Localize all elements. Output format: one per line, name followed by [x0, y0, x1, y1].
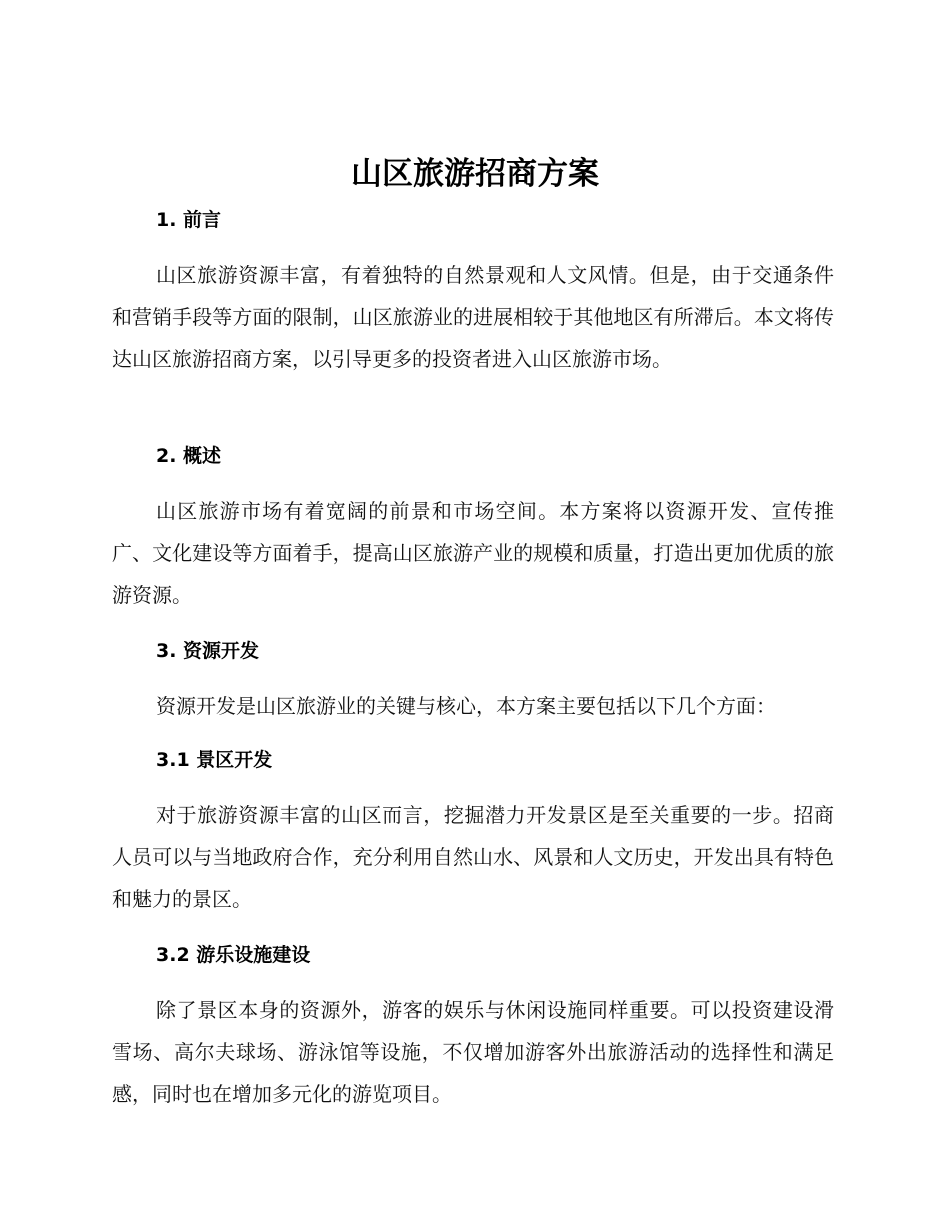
- section-heading-preface: 1. 前言: [156, 209, 222, 231]
- section-paragraph-preface: 山区旅游资源丰富，有着独特的自然景观和人文风情。但是，由于交通条件和营销手段等方面的限制，山区旅游业的进展相较于其他地区有所滞后。本文将传达山区旅游招商方案，以引导更多的投资者进入山区旅游市场。: [112, 263, 834, 371]
- section-paragraph-amusement-facilities: 除了景区本身的资源外，游客的娱乐与休闲设施同样重要。可以投资建设滑雪场、高尔夫球场、游泳馆等设施，不仅增加游客外出旅游活动的选择性和满足感，同时也在增加多元化的游览项目。: [112, 998, 834, 1106]
- section-paragraph-resource-development: 资源开发是山区旅游业的关键与核心，本方案主要包括以下几个方面：: [156, 694, 776, 718]
- section-heading-overview: 2. 概述: [156, 445, 222, 467]
- section-paragraph-scenic-development: 对于旅游资源丰富的山区而言，挖掘潜力开发景区是至关重要的一步。招商人员可以与当地政府合作，充分利用自然山水、风景和人文历史，开发出具有特色和魅力的景区。: [112, 803, 834, 911]
- section-heading-resource-development: 3. 资源开发: [156, 640, 260, 662]
- section-heading-amusement-facilities: 3.2 游乐设施建设: [156, 944, 311, 966]
- document-title: 山区旅游招商方案: [351, 156, 599, 192]
- section-heading-scenic-development: 3.1 景区开发: [156, 749, 273, 771]
- section-paragraph-overview: 山区旅游市场有着宽阔的前景和市场空间。本方案将以资源开发、宣传推广、文化建设等方面着手，提高山区旅游产业的规模和质量，打造出更加优质的旅游资源。: [112, 499, 834, 607]
